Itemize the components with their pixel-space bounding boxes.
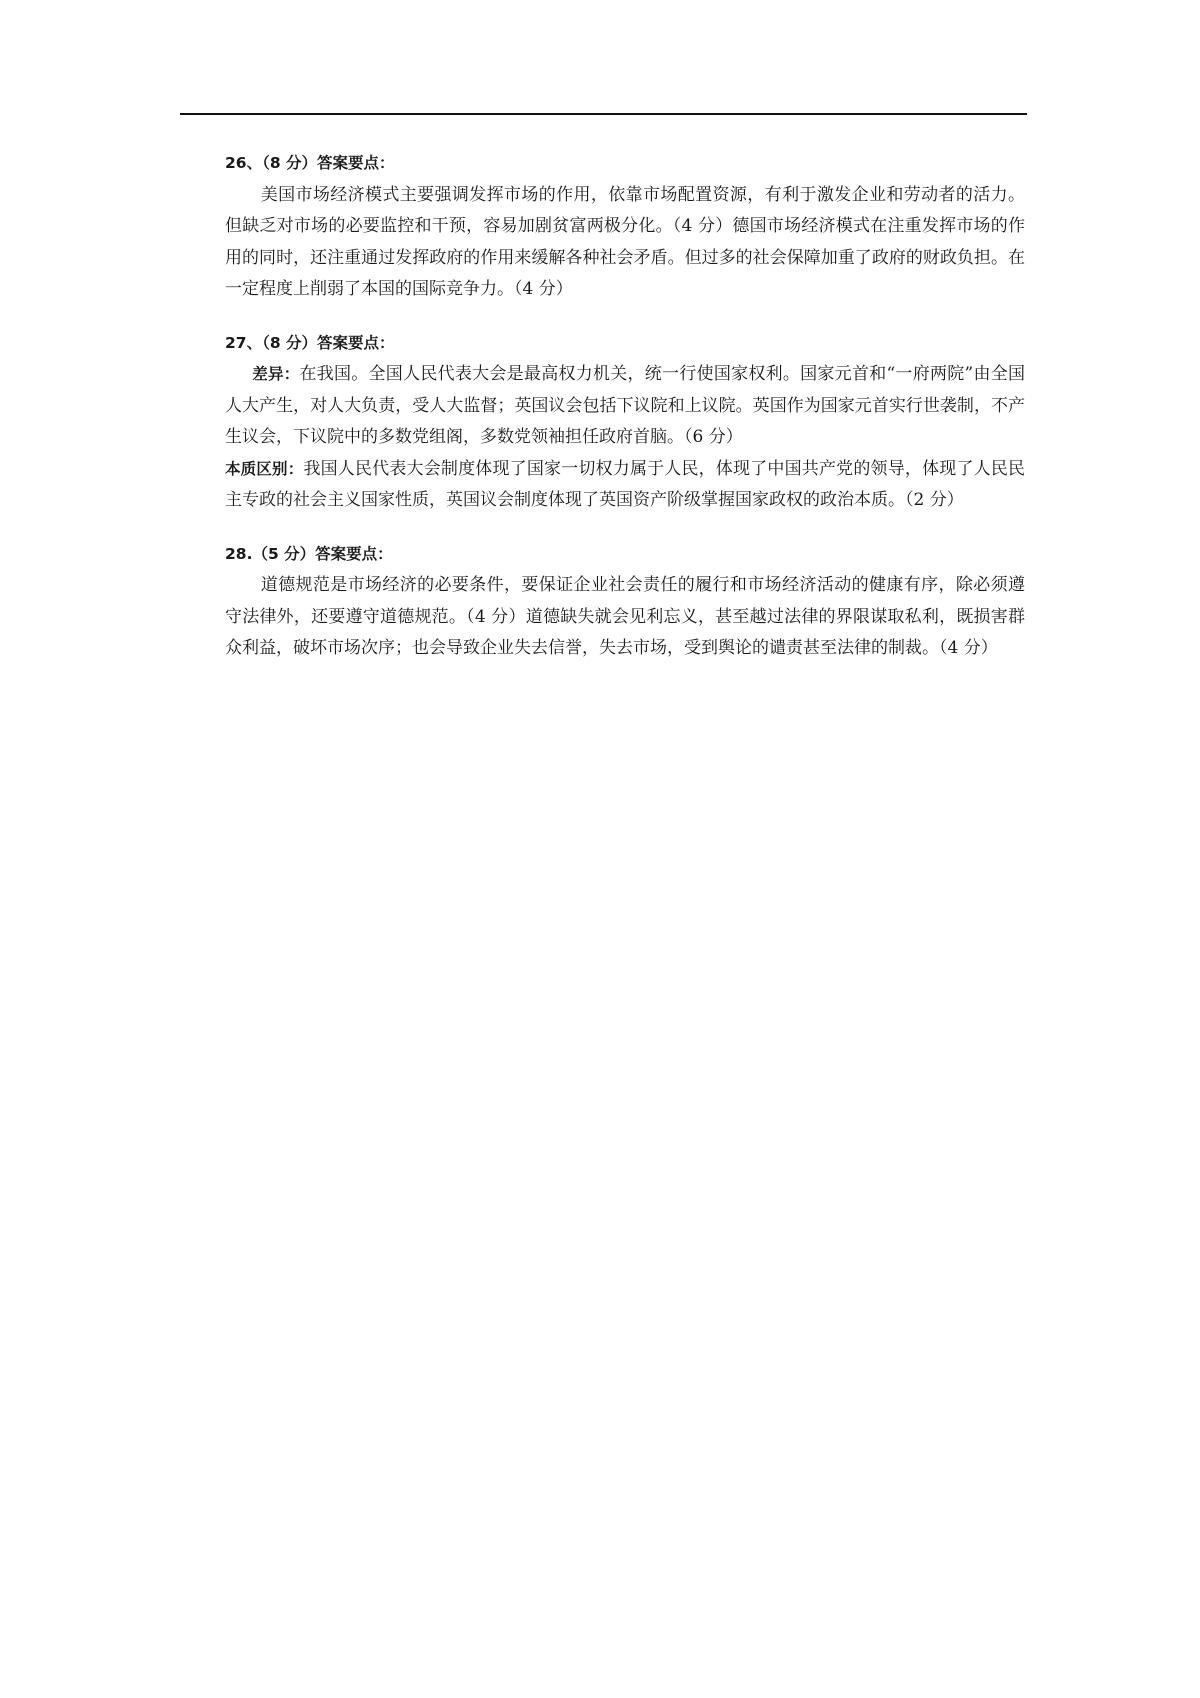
answer-26 — [225, 148, 1025, 306]
answer-28-text: 道德规范是市场经济的必要条件，要保证企业社会责任的履行和市场经济活动的健康有序，除必须遵守法律外，还要遵守道德规范。（4 分）道德缺失就会见利忘义，甚至越过法律的界限谋取私利，既损害群众利益，破坏市场次序；也会导致企业失去信誉，失去市场，受到舆论的谴责甚至法律的制裁。（4 分） — [225, 575, 1025, 658]
header-rule — [180, 113, 1027, 115]
answer-27 — [225, 328, 1025, 517]
answer-28 — [225, 539, 1025, 665]
answer-26-heading: 26、（8 分）答案要点： — [225, 154, 395, 172]
answer-27-heading: 27、（8 分）答案要点： — [225, 333, 395, 352]
answer-27-difference-label: 差异： — [252, 365, 300, 383]
answer-key — [225, 148, 1025, 687]
answer-26-text: 美国市场经济模式主要强调发挥市场的作用，依靠市场配置资源，有利于激发企业和劳动者的活力。但缺乏对市场的必要监控和干预，容易加剧贫富两极分化。（4 分）德国市场经济模式在注重发挥市场的作用的同时，还注重通过发挥政府的作用来缓解各种社会矛盾。但过多的社会保障加重了政府的财政负担。在一定程度上削弱了本国的国际竞争力。（4 分） — [225, 184, 1025, 299]
answer-27-essence-label: 本质区别： — [225, 459, 304, 478]
answer-28-heading: 28.（5 分）答案要点： — [225, 544, 393, 563]
answer-27-essence-text: 我国人民代表大会制度体现了国家一切权力属于人民，体现了中国共产党的领导，体现了人民民主专政的社会主义国家性质，英国议会制度体现了英国资产阶级掌握国家政权的政治本质。（2 分） — [225, 458, 1025, 510]
answer-27-essence-paragraph — [225, 454, 1025, 517]
answer-26-paragraph — [225, 180, 1025, 306]
answer-27-difference-text: 在我国。全国人民代表大会是最高权力机关，统一行使国家权利。国家元首和“一府两院”由全国人大产生，对人大负责，受人大监督；英国议会包括下议院和上议院。英国作为国家元首实行世袭制，不产生议会，下议院中的多数党组阁，多数党领袖担任政府首脑。（6 分） — [225, 364, 1025, 447]
answer-27-difference-paragraph — [225, 359, 1025, 454]
answer-28-paragraph — [225, 570, 1025, 665]
